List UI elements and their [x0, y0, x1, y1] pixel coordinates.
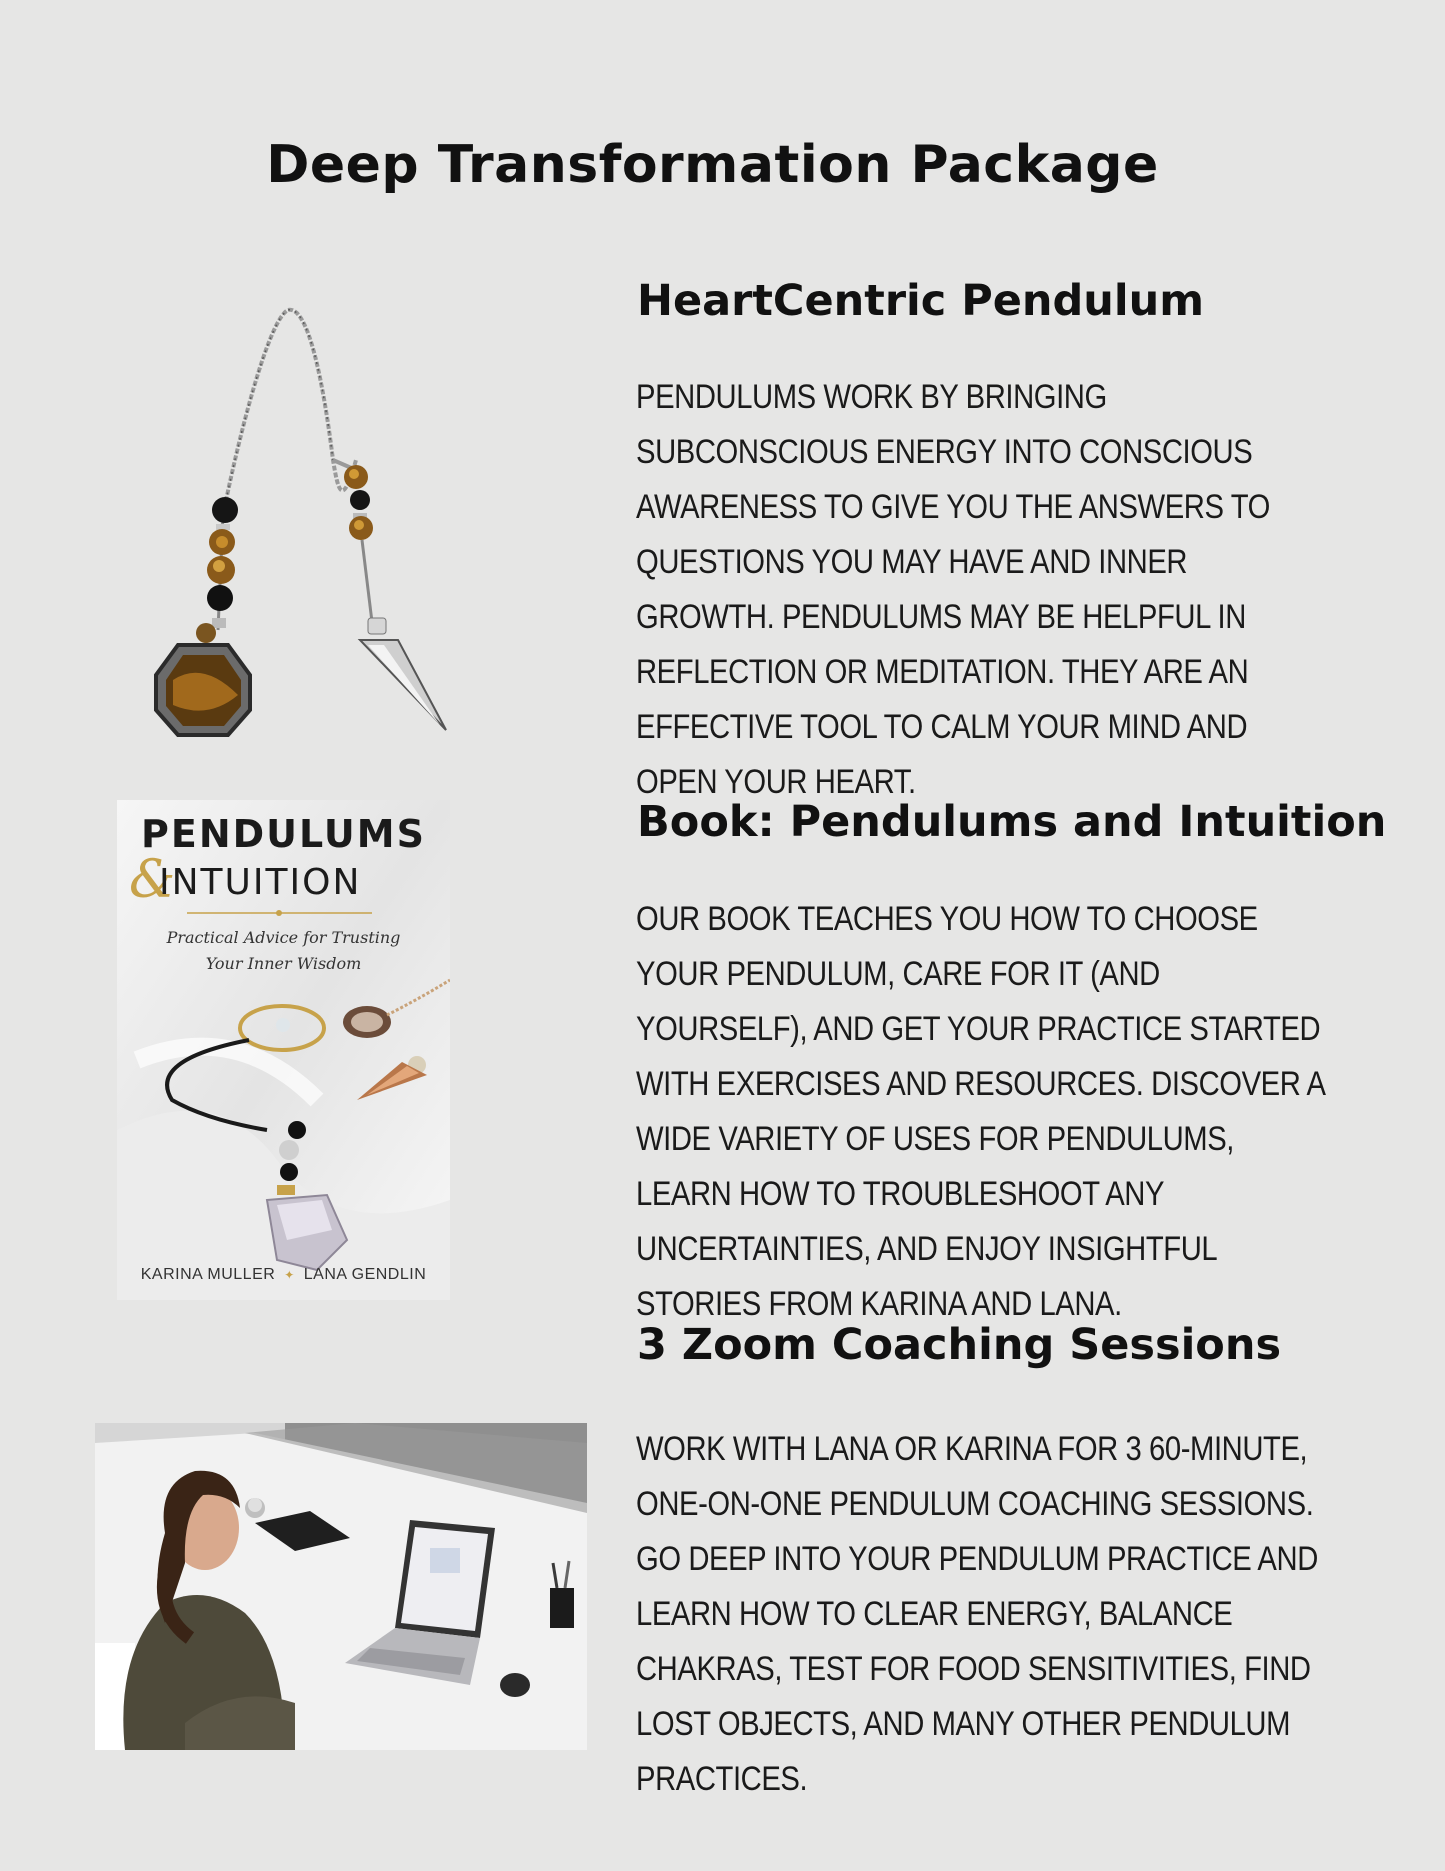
section-body-coaching: WORK WITH LANA OR KARINA FOR 3 60-MINUTE, ONE-ON-ONE PENDULUM COACHING SESSIONS. GO DEEP INTO YOUR PENDULUM PRACTICE AND LEARN HOW TO CLEAR ENERGY, BALANCE CHAKRAS, TEST FOR FOOD SENSITIVITIES, FIND LOST OBJECTS, AND MANY OTHER PENDULUM PRACTICES.	[636, 1430, 1318, 1798]
book-title-line1: PENDULUMS	[141, 812, 426, 856]
section-heading-book: Book: Pendulums and Intuition	[637, 797, 1387, 847]
book-title-line2: INTUITION	[159, 862, 362, 903]
page-title: Deep Transformation Package	[266, 135, 1159, 195]
book-authors	[117, 1266, 450, 1284]
book-subtitle-line1: Practical Advice for Trusting	[166, 928, 401, 947]
section-heading-coaching: 3 Zoom Coaching Sessions	[637, 1320, 1282, 1370]
diamond-icon: ✦	[284, 1268, 295, 1282]
section-heading-pendulum: HeartCentric Pendulum	[637, 276, 1205, 326]
book-title-ampersand: &	[129, 850, 176, 910]
book-author-1: KARINA MULLER	[140, 1266, 276, 1283]
book-author-2: LANA GENDLIN	[303, 1266, 427, 1283]
pendulum-image	[128, 300, 458, 740]
book-subtitle-line2: Your Inner Wisdom	[205, 954, 362, 973]
section-body-book: OUR BOOK TEACHES YOU HOW TO CHOOSE YOUR PENDULUM, CARE FOR IT (AND YOURSELF), AND GET YOUR PRACTICE STARTED WITH EXERCISES AND RESOURCES. DISCOVER A WIDE VARIETY OF USES FOR PENDULUMS, LEARN HOW TO TROUBLESHOOT ANY UNCERTAINTIES, AND ENJOY INSIGHTFUL STORIES FROM KARINA AND LANA.	[636, 900, 1324, 1323]
book-cover-image	[117, 800, 450, 1300]
section-body-pendulum: PENDULUMS WORK BY BRINGING SUBCONSCIOUS ENERGY INTO CONSCIOUS AWARENESS TO GIVE YOU THE ANSWERS TO QUESTIONS YOU MAY HAVE AND INNER GROWTH. PENDULUMS MAY BE HELPFUL IN REFLECTION OR MEDITATION. THEY ARE AN EFFECTIVE TOOL TO CALM YOUR MIND AND OPEN YOUR HEART.	[636, 378, 1270, 801]
coaching-photo	[95, 1423, 587, 1750]
